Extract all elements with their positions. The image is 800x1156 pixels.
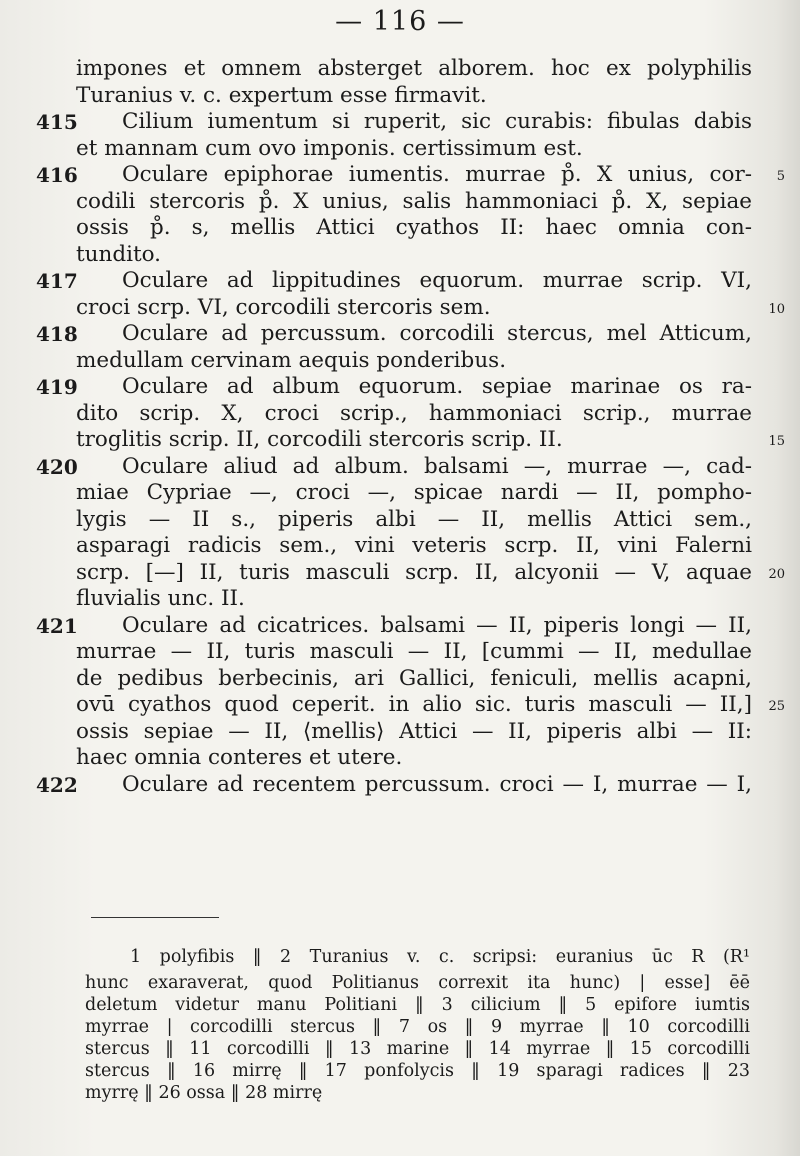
main-text — [36, 56, 785, 798]
line-text: de pedibus berbecinis, ari Gallici, feniculi, mellis acapni, — [76, 665, 752, 691]
apparatus-line — [85, 972, 750, 994]
text-line — [36, 401, 751, 428]
text-line — [36, 719, 751, 746]
recipe-first-line — [36, 613, 751, 640]
text-line — [36, 242, 751, 269]
recipe-number: 416 — [36, 163, 78, 187]
line-text: croci scrp. VI, corcodili stercoris sem. — [76, 294, 491, 320]
apparatus-text: 1 polyfibis ‖ 2 Turanius v. c. scripsi: euranius ūc R (R¹ — [130, 947, 750, 967]
line-text: haec omnia conteres et utere. — [76, 745, 403, 770]
apparatus-line — [85, 1082, 750, 1104]
line-text: Oculare ad cicatrices. balsami — II, piperis longi — II, — [122, 612, 752, 638]
apparatus-text: myrrae | corcodilli stercus ‖ 7 os ‖ 9 myrrae ‖ 10 corcodilli — [85, 1017, 750, 1037]
apparatus-line — [85, 1060, 750, 1082]
apparatus-line — [85, 1038, 750, 1060]
text-line — [36, 215, 751, 242]
text-line — [36, 533, 751, 560]
recipe-first-line — [36, 162, 785, 189]
line-text: Oculare ad percussum. corcodili stercus, mel Atticum, — [122, 321, 752, 346]
text-line — [36, 83, 751, 110]
line-text: fluvialis unc. II. — [76, 586, 245, 611]
text-line — [36, 480, 751, 507]
line-text: Oculare epiphorae iumentis. murrae p̊. X unius, cor- — [122, 162, 752, 187]
margin-line-number: 25 — [768, 699, 785, 714]
apparatus-line — [85, 1016, 750, 1038]
apparatus-line — [85, 994, 750, 1016]
text-line — [36, 586, 751, 613]
line-text: murrae — II, turis masculi — II, [cummi — II, medullae — [76, 639, 752, 664]
text-line — [36, 348, 751, 375]
text-line — [36, 692, 785, 719]
text-line — [36, 136, 751, 163]
line-text: Oculare ad lippitudines equorum. murrae scrip. VI, — [122, 268, 752, 293]
line-text: troglitis scrip. II, corcodili stercoris scrip. II. — [76, 427, 563, 452]
line-text: ovū cyathos quod ceperit. in alio sic. turis masculi — II,] — [76, 692, 752, 717]
line-text: tundito. — [76, 241, 162, 267]
recipe-first-line — [36, 321, 751, 348]
apparatus-text: stercus ‖ 11 corcodilli ‖ 13 marine ‖ 14 myrrae ‖ 15 corcodilli — [85, 1039, 750, 1059]
apparatus-text: deletum videtur manu Politiani ‖ 3 cilicium ‖ 5 epifore iumtis — [85, 995, 750, 1015]
apparatus-text: myrrę ‖ 26 ossa ‖ 28 mirrę — [85, 1083, 323, 1103]
line-text: asparagi radicis sem., vini veteris scrp. II, vini Falerni — [76, 533, 752, 558]
line-text: et mannam cum ovo imponis. certissimum est. — [76, 135, 583, 161]
text-line — [36, 666, 751, 693]
margin-line-number: 5 — [776, 169, 785, 184]
recipe-number: 415 — [36, 110, 78, 134]
text-line — [36, 559, 785, 587]
critical-apparatus — [85, 942, 750, 1104]
line-text: codili stercoris p̊. X unius, salis hammoniaci p̊. X, sepiae — [76, 188, 752, 214]
line-text: lygis — II s., piperis albi — II, mellis Attici sem., — [76, 506, 752, 532]
recipe-number: 418 — [36, 322, 78, 346]
recipe-number: 421 — [36, 613, 78, 638]
apparatus-text: hunc exaraverat, quod Politianus correxit ita hunc) | esse] ēē — [85, 973, 750, 993]
text-line — [36, 745, 751, 772]
recipe-number: 419 — [36, 375, 78, 399]
apparatus-text: stercus ‖ 16 mirrę ‖ 17 ponfolycis ‖ 19 sparagi radices ‖ 23 — [85, 1061, 750, 1081]
recipe-first-line — [36, 109, 751, 136]
margin-line-number: 20 — [768, 566, 785, 582]
line-text: Oculare aliud ad album. balsami —, murrae —, cad- — [122, 453, 752, 479]
line-text: ossis sepiae — II, ⟨mellis⟩ Attici — II, piperis albi — II: — [76, 718, 752, 744]
text-line — [36, 294, 785, 322]
line-text: dito scrip. X, croci scrip., hammoniaci scrip., murrae — [76, 400, 752, 426]
line-text: medullam cervinam aequis ponderibus. — [76, 347, 507, 373]
line-text: Oculare ad album equorum. sepiae marinae os ra- — [122, 374, 752, 399]
recipe-number: 417 — [36, 269, 78, 293]
margin-line-number: 10 — [768, 301, 785, 317]
footnote-separator — [91, 917, 219, 918]
recipe-first-line — [36, 268, 751, 295]
text-line — [36, 56, 751, 83]
line-text: miae Cypriae —, croci —, spicae nardi — II, pompho- — [76, 480, 752, 505]
recipe-first-line — [36, 454, 751, 481]
margin-line-number: 15 — [768, 434, 785, 449]
text-line — [36, 639, 751, 666]
line-text: scrp. [—] II, turis masculi scrp. II, alcyonii — V, aquae — [76, 559, 752, 585]
page-number: — 116 — — [335, 6, 465, 37]
text-line — [36, 507, 751, 534]
line-text: Cilium iumentum si ruperit, sic curabis: fibulas dabis — [122, 109, 752, 134]
text-line — [36, 427, 785, 454]
recipe-number: 420 — [36, 454, 78, 479]
line-text: ossis p̊. s, mellis Attici cyathos II: haec omnia con- — [76, 215, 752, 240]
recipe-first-line — [36, 772, 751, 799]
text-line — [36, 189, 751, 216]
recipe-first-line — [36, 374, 751, 401]
apparatus-line — [85, 942, 750, 972]
line-text: Turanius v. c. expertum esse firmavit. — [76, 82, 487, 108]
line-text: Oculare ad recentem percussum. croci — I, murrae — I, — [122, 771, 752, 797]
recipe-number: 422 — [36, 772, 78, 797]
line-text: impones et omnem absterget alborem. hoc ex polyphilis — [76, 56, 752, 81]
